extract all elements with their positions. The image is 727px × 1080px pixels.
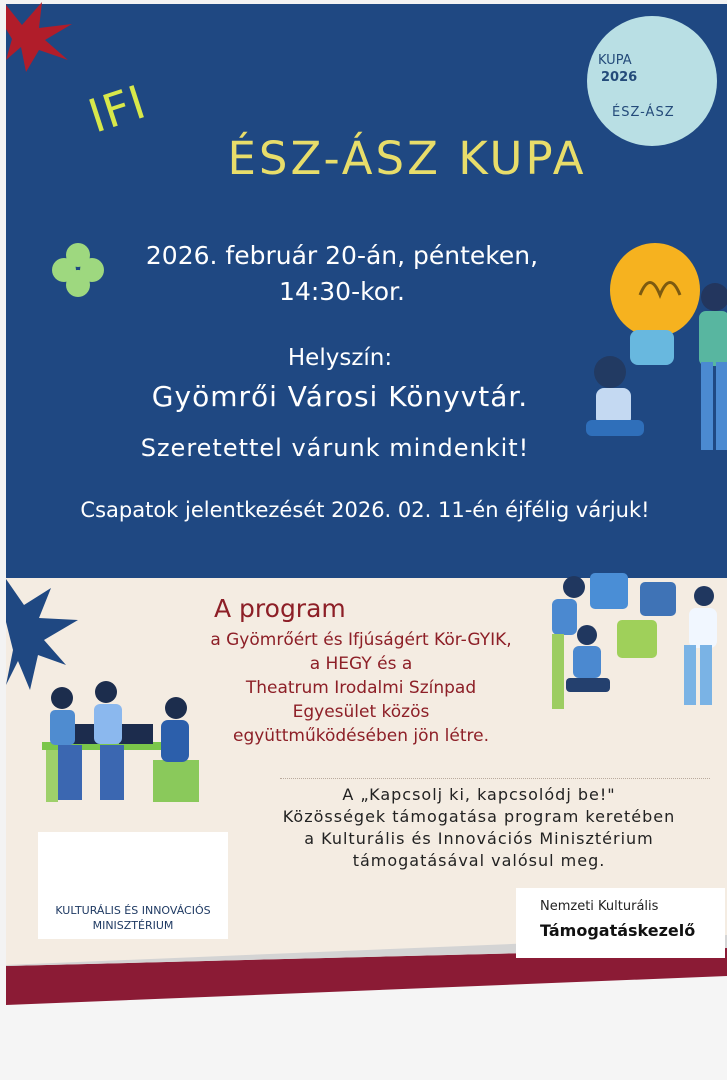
ministry-logo-line-2: MINISZTÉRIUM	[92, 919, 174, 932]
ministry-logo-line-1: KULTURÁLIS ÉS INNOVÁCIÓS	[55, 904, 211, 917]
program-description	[176, 628, 546, 748]
support-line: támogatásával valósul meg.	[352, 851, 606, 870]
nka-logo-line-1: Nemzeti Kulturális	[540, 899, 659, 914]
registration-deadline: Csapatok jelentkezését 2026. 02. 11-én éjfélig várjuk!	[80, 498, 650, 522]
program-line: Theatrum Irodalmi Színpad	[245, 678, 477, 698]
program-line: a HEGY és a	[309, 654, 413, 674]
clover-icon	[52, 243, 104, 297]
nka-logo-line-2: Támogatáskezelő	[540, 921, 696, 940]
ministry-logo-text	[38, 903, 228, 933]
puzzle-teamwork-illustration	[552, 573, 717, 709]
blue-star-icon	[6, 579, 78, 690]
section-divider	[280, 778, 710, 779]
lightbulb-teamwork-illustration	[586, 243, 727, 450]
support-line: A „Kapcsolj ki, kapcsolódj be!"	[342, 785, 616, 804]
venue-label: Helyszín:	[287, 345, 393, 371]
event-date	[108, 238, 576, 310]
support-statement	[236, 784, 722, 872]
kupa-logo-year: 2026	[601, 70, 638, 85]
program-line: a Gyömrőért és Ifjúságért Kör-GYIK,	[210, 630, 512, 650]
program-line: együttműködésében jön létre.	[232, 726, 489, 746]
red-star-icon	[6, 2, 72, 72]
kupa-logo-word: KUPA	[598, 53, 632, 68]
support-line: a Kulturális és Innovációs Minisztérium	[304, 829, 654, 848]
support-line: Közösségek támogatása program keretében	[282, 807, 676, 826]
event-title: ÉSZ-ÁSZ KUPA	[227, 132, 587, 185]
date-line-1: 2026. február 20-án, pénteken,	[145, 241, 539, 270]
kupa-logo-name: ÉSZ-ÁSZ	[612, 105, 675, 120]
program-line: Egyesület közös	[292, 702, 430, 722]
program-title: A program	[214, 594, 346, 623]
date-line-2: 14:30-kor.	[279, 277, 405, 306]
venue-name: Gyömrői Városi Könyvtár.	[151, 380, 529, 413]
welcome-message: Szeretettel várunk mindenkit!	[140, 434, 530, 462]
category-label: IFI	[82, 74, 153, 144]
